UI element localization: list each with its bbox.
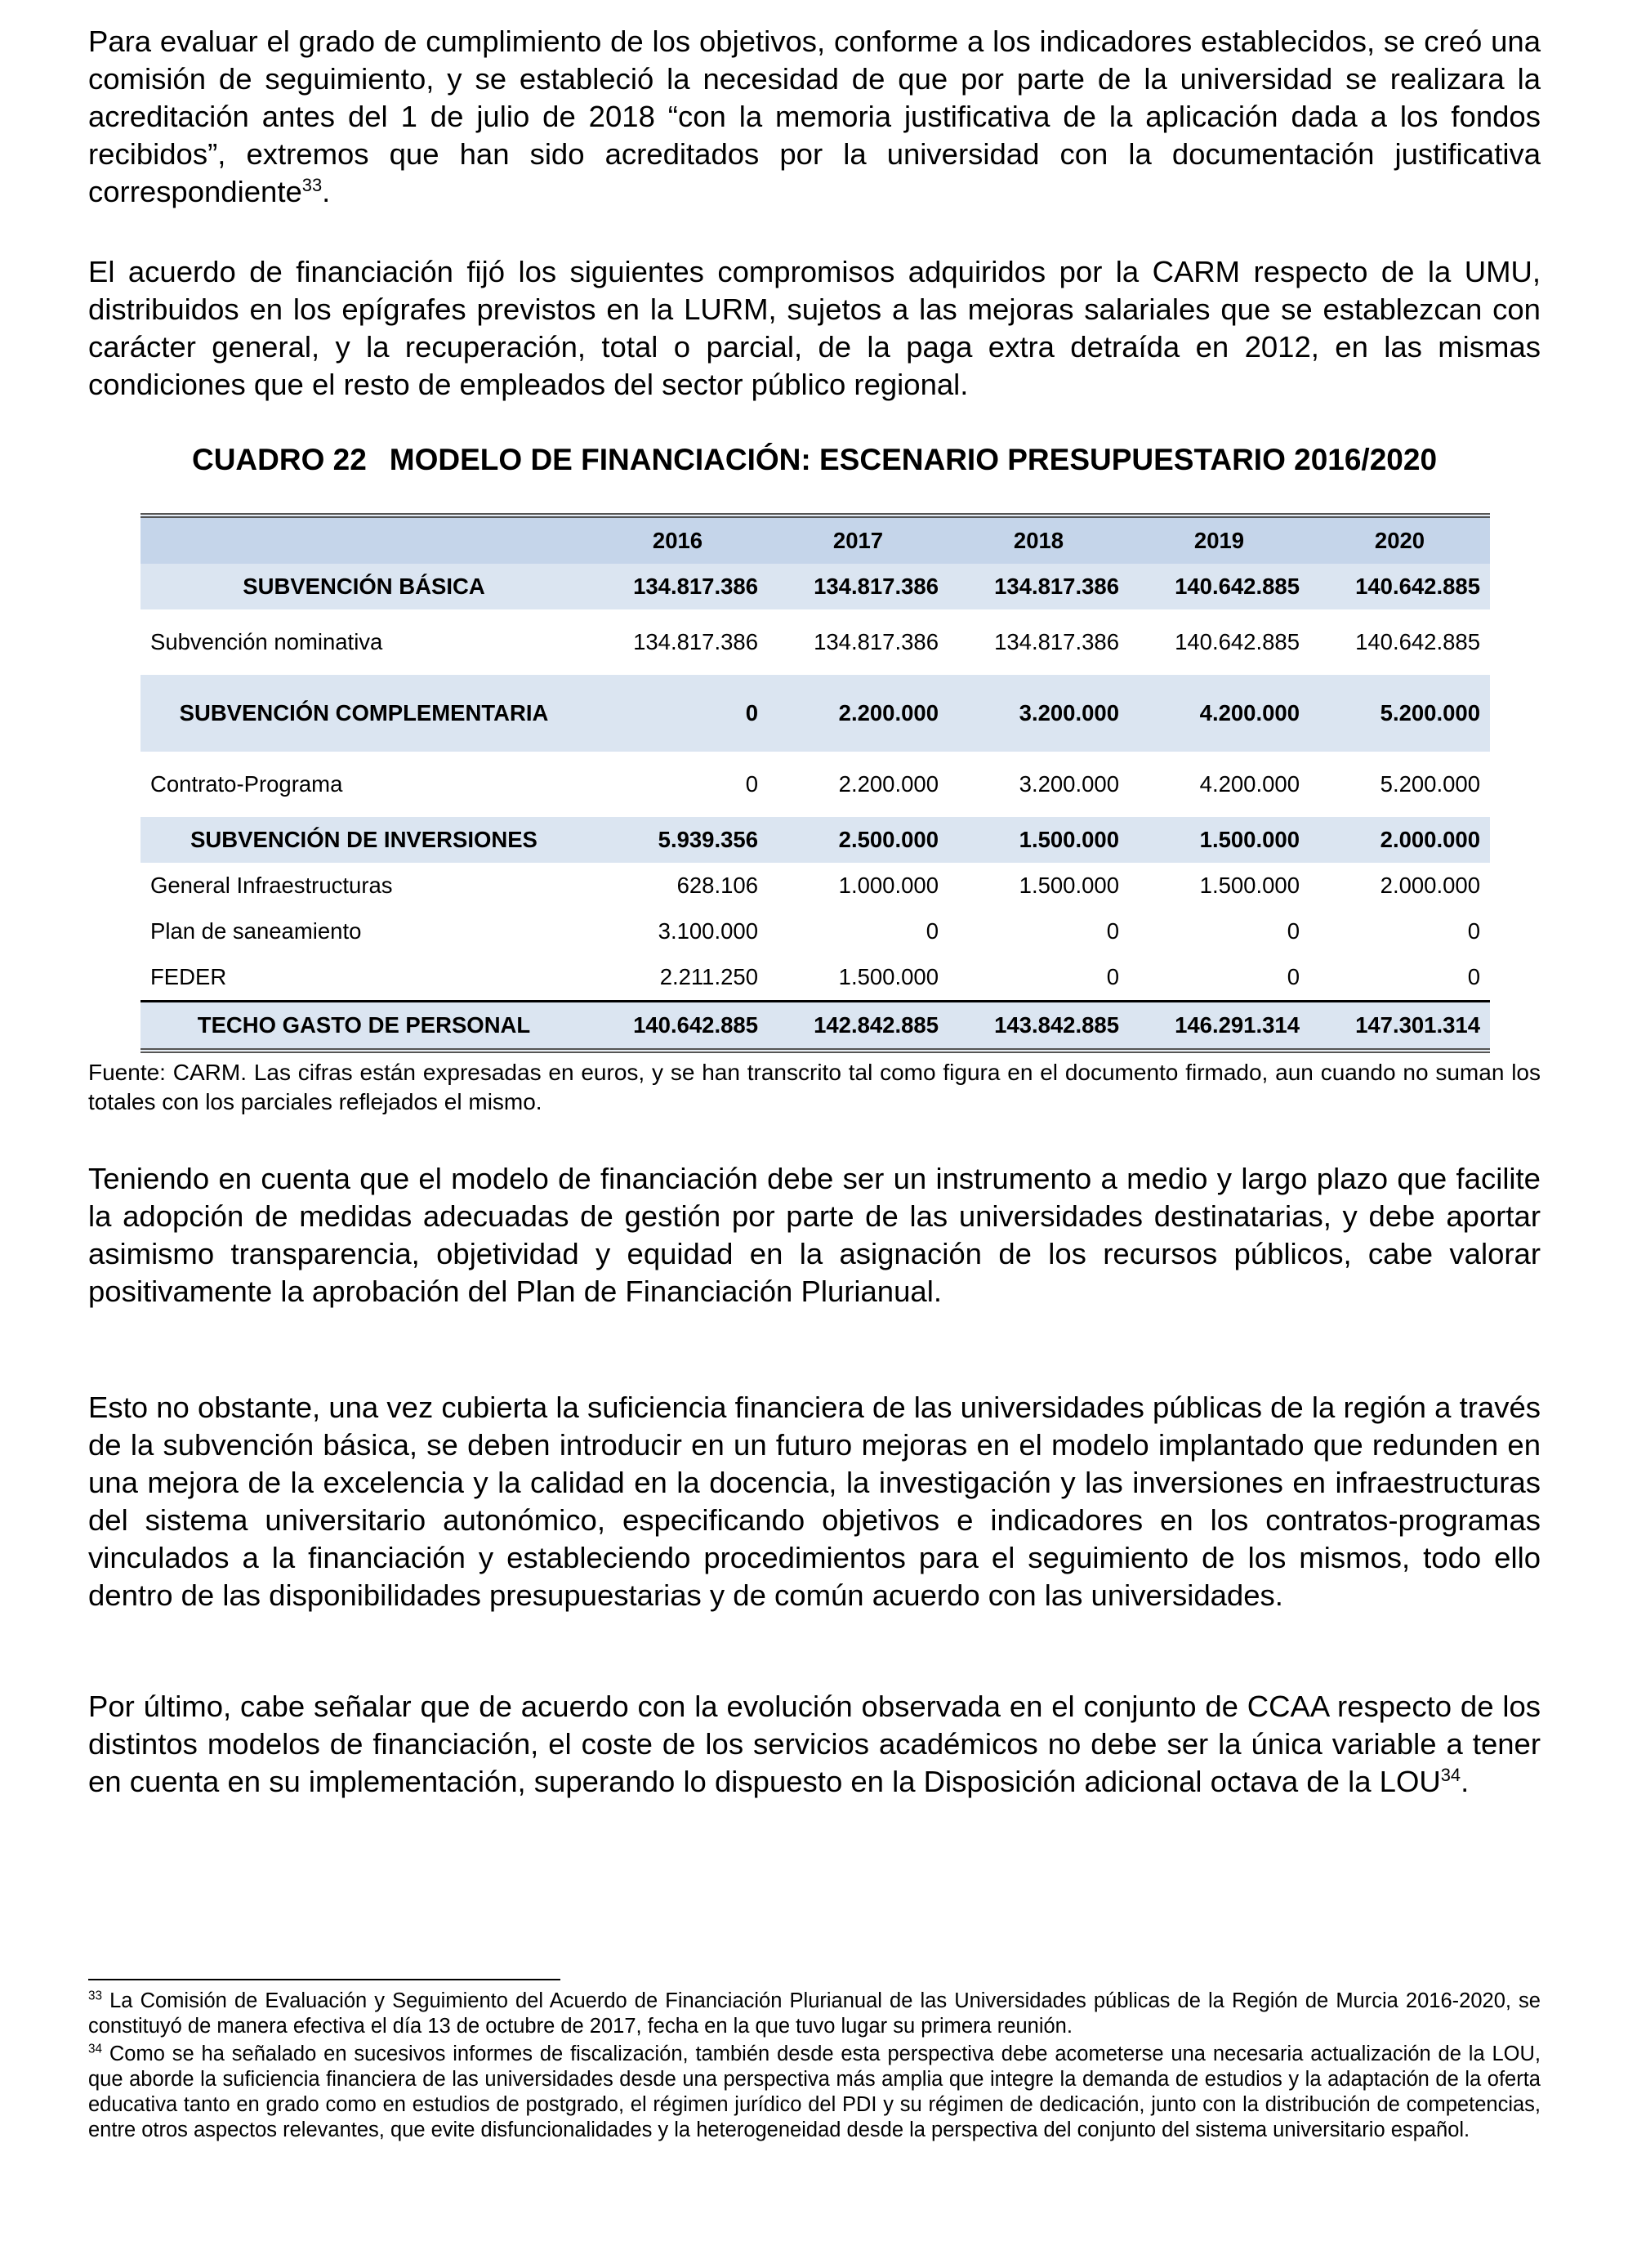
- caption-number: CUADRO 22: [191, 443, 367, 476]
- cell-value: 2.000.000: [1309, 817, 1490, 863]
- cell-value: 5.200.000: [1309, 675, 1490, 752]
- paragraph-end: .: [322, 175, 331, 208]
- cell-value: 0: [1287, 964, 1300, 989]
- cell-value: 140.642.885: [1175, 629, 1300, 654]
- table-row-subvencion-nominativa: [141, 609, 1490, 675]
- row-label: General Infraestructuras: [150, 873, 393, 898]
- row-label: SUBVENCIÓN COMPLEMENTARIA: [141, 675, 587, 752]
- table-row-plan-saneamiento: [141, 909, 1490, 954]
- paragraph-agreement: El acuerdo de financiación fijó los siguientes compromisos adquiridos por la CARM respecto de la UMU, distribuidos en los epígrafes previstos en la LURM, sujetos a las mejoras salariales que se establezcan con carácter general, y la recuperación, total o parcial, de la paga extra detraída en 2012, en las mismas condiciones que el resto de empleados del sector público regional.: [88, 255, 1541, 401]
- cell-value: 1.000.000: [838, 873, 939, 898]
- header-year: 2017: [768, 516, 948, 564]
- cell-value: 0: [1467, 964, 1480, 989]
- cell-value: 0: [1287, 918, 1300, 944]
- paragraph-text: Por último, cabe señalar que de acuerdo con la evolución observada en el conjunto de CCAA respecto de los distintos modelos de financiación, el coste de los servicios académicos no debe ser la única variable a tener en cuenta en su implementación, superando lo dispuesto en la Disposición adicional octava de la LOU: [88, 1690, 1541, 1798]
- cell-value: 134.817.386: [633, 629, 758, 654]
- cell-value: 0: [745, 771, 758, 797]
- footnote-33: [88, 1989, 1541, 2039]
- table-row-subvencion-inversiones: [141, 817, 1490, 863]
- footnote-ref-34[interactable]: 34: [1440, 1764, 1461, 1785]
- cell-value: 628.106: [676, 873, 758, 898]
- header-year: 2016: [587, 516, 768, 564]
- cell-value: 4.200.000: [1199, 771, 1300, 797]
- table-row-feder: [141, 954, 1490, 1002]
- table-caption: [88, 441, 1541, 479]
- paragraph-objectives: [88, 23, 1541, 211]
- cell-value: 3.100.000: [658, 918, 758, 944]
- table-row-general-infraestructuras: [141, 863, 1490, 909]
- cell-value: 0: [1106, 964, 1119, 989]
- header-year: 2018: [948, 516, 1129, 564]
- footnote-text: Como se ha señalado en sucesivos informes de fiscalización, también desde esta perspectiva debe acometerse una necesaria actualización de la LOU, que aborde la suficiencia financiera de las universidades desde una perspectiva más amplia que integre la demanda de estudios y la adaptación de la oferta educativa tanto en grado como en estudios de postgrado, el régimen jurídico del PDI y su régimen de dedicación, junto con la distribución de competencias, entre otros aspectos relevantes, que evite disfuncionalidades y la heterogeneidad desde la perspectiva del conjunto del sistema universitario español.: [88, 2043, 1541, 2141]
- table-row-techo-gasto: [141, 1002, 1490, 1051]
- cell-value: 140.642.885: [1355, 629, 1480, 654]
- cell-value: 1.500.000: [1129, 817, 1309, 863]
- cell-value: 0: [926, 918, 939, 944]
- paragraph-conclusion: [88, 1688, 1541, 1801]
- table-source-note: Fuente: CARM. Las cifras están expresadas en euros, y se han transcrito tal como figura en el documento firmado, aun cuando no suman los totales con los parciales reflejados el mismo.: [88, 1060, 1541, 1114]
- table-row-subvencion-basica: [141, 564, 1490, 609]
- cell-value: 134.817.386: [994, 629, 1119, 654]
- row-label: Plan de saneamiento: [150, 918, 362, 944]
- paragraph-financing-model: Teniendo en cuenta que el modelo de financiación debe ser un instrumento a medio y largo plazo que facilite la adopción de medidas adecuadas de gestión por parte de las universidades destinatarias, y debe aportar asimismo transparencia, objetividad y equidad en la asignación de los recursos públicos, cabe valorar positivamente la aprobación del Plan de Financiación Plurianual.: [88, 1162, 1541, 1308]
- paragraph-text: Para evaluar el grado de cumplimiento de los objetivos, conforme a los indicadores establecidos, se creó una comisión de seguimiento, y se estableció la necesidad de que por parte de la universidad se realizara la acreditación antes del 1 de julio de 2018 “con la memoria justificativa de la aplicación dada a los fondos recibidos”, extremos que han sido acreditados por la universidad con la documentación justificativa correspondiente: [88, 25, 1541, 208]
- cell-value: 2.211.250: [659, 964, 758, 989]
- cell-value: 1.500.000: [838, 964, 939, 989]
- cell-value: 2.200.000: [768, 675, 948, 752]
- table-row-contrato-programa: [141, 752, 1490, 817]
- cell-value: 142.842.885: [768, 1002, 948, 1051]
- footnote-separator: [88, 1979, 560, 1980]
- row-label: SUBVENCIÓN BÁSICA: [141, 564, 587, 609]
- row-label: SUBVENCIÓN DE INVERSIONES: [141, 817, 587, 863]
- cell-value: 140.642.885: [1309, 564, 1490, 609]
- cell-value: 0: [587, 675, 768, 752]
- cell-value: 134.817.386: [768, 564, 948, 609]
- footnote-text: La Comisión de Evaluación y Seguimiento del Acuerdo de Financiación Plurianual de las Universidades públicas de la Región de Murcia 2016-2020, se constituyó de manera efectiva el día 13 de octubre de 2017, fecha en la que tuvo lugar su primera reunión.: [88, 1989, 1541, 2038]
- cell-value: 2.200.000: [838, 771, 939, 797]
- cell-value: 146.291.314: [1129, 1002, 1309, 1051]
- cell-value: 5.200.000: [1380, 771, 1480, 797]
- cell-value: 1.500.000: [1019, 873, 1119, 898]
- footnote-34: [88, 2042, 1541, 2143]
- header-year: 2020: [1309, 516, 1490, 564]
- row-label: Subvención nominativa: [150, 629, 383, 654]
- row-label: FEDER: [150, 964, 227, 989]
- cell-value: 1.500.000: [1199, 873, 1300, 898]
- financing-table: [141, 513, 1490, 1053]
- table-header-row: [141, 516, 1490, 564]
- footnote-number: 33: [88, 1989, 103, 2003]
- row-label: TECHO GASTO DE PERSONAL: [141, 1002, 587, 1051]
- cell-value: 140.642.885: [1129, 564, 1309, 609]
- footnote-number: 34: [88, 2042, 103, 2056]
- cell-value: 0: [1467, 918, 1480, 944]
- cell-value: 5.939.356: [587, 817, 768, 863]
- cell-value: 0: [1106, 918, 1119, 944]
- footnote-ref-33[interactable]: 33: [301, 174, 323, 195]
- cell-value: 143.842.885: [948, 1002, 1129, 1051]
- paragraph-end: .: [1461, 1765, 1470, 1798]
- row-label: Contrato-Programa: [150, 771, 343, 797]
- paragraph-improvements: Esto no obstante, una vez cubierta la suficiencia financiera de las universidades públicas de la región a través de la subvención básica, se deben introducir en un futuro mejoras en el modelo implantado que redunden en una mejora de la excelencia y la calidad en la docencia, la investigación y las inversiones en infraestructuras del sistema universitario autonómico, especificando objetivos e indicadores en los contratos-programas vinculados a la financiación y estableciendo procedimientos para el seguimiento de los mismos, todo ello dentro de las disponibilidades presupuestarias y de común acuerdo con las universidades.: [88, 1391, 1541, 1612]
- cell-value: 1.500.000: [948, 817, 1129, 863]
- cell-value: 140.642.885: [587, 1002, 768, 1051]
- cell-value: 147.301.314: [1309, 1002, 1490, 1051]
- cell-value: 134.817.386: [814, 629, 939, 654]
- header-year: 2019: [1129, 516, 1309, 564]
- cell-value: 2.500.000: [768, 817, 948, 863]
- cell-value: 2.000.000: [1380, 873, 1480, 898]
- cell-value: 3.200.000: [948, 675, 1129, 752]
- cell-value: 134.817.386: [587, 564, 768, 609]
- cell-value: 134.817.386: [948, 564, 1129, 609]
- header-empty-cell: [141, 516, 587, 564]
- cell-value: 3.200.000: [1019, 771, 1119, 797]
- cell-value: 4.200.000: [1129, 675, 1309, 752]
- caption-title: MODELO DE FINANCIACIÓN: ESCENARIO PRESUPUESTARIO 2016/2020: [389, 443, 1438, 476]
- table-row-subvencion-complementaria: [141, 675, 1490, 752]
